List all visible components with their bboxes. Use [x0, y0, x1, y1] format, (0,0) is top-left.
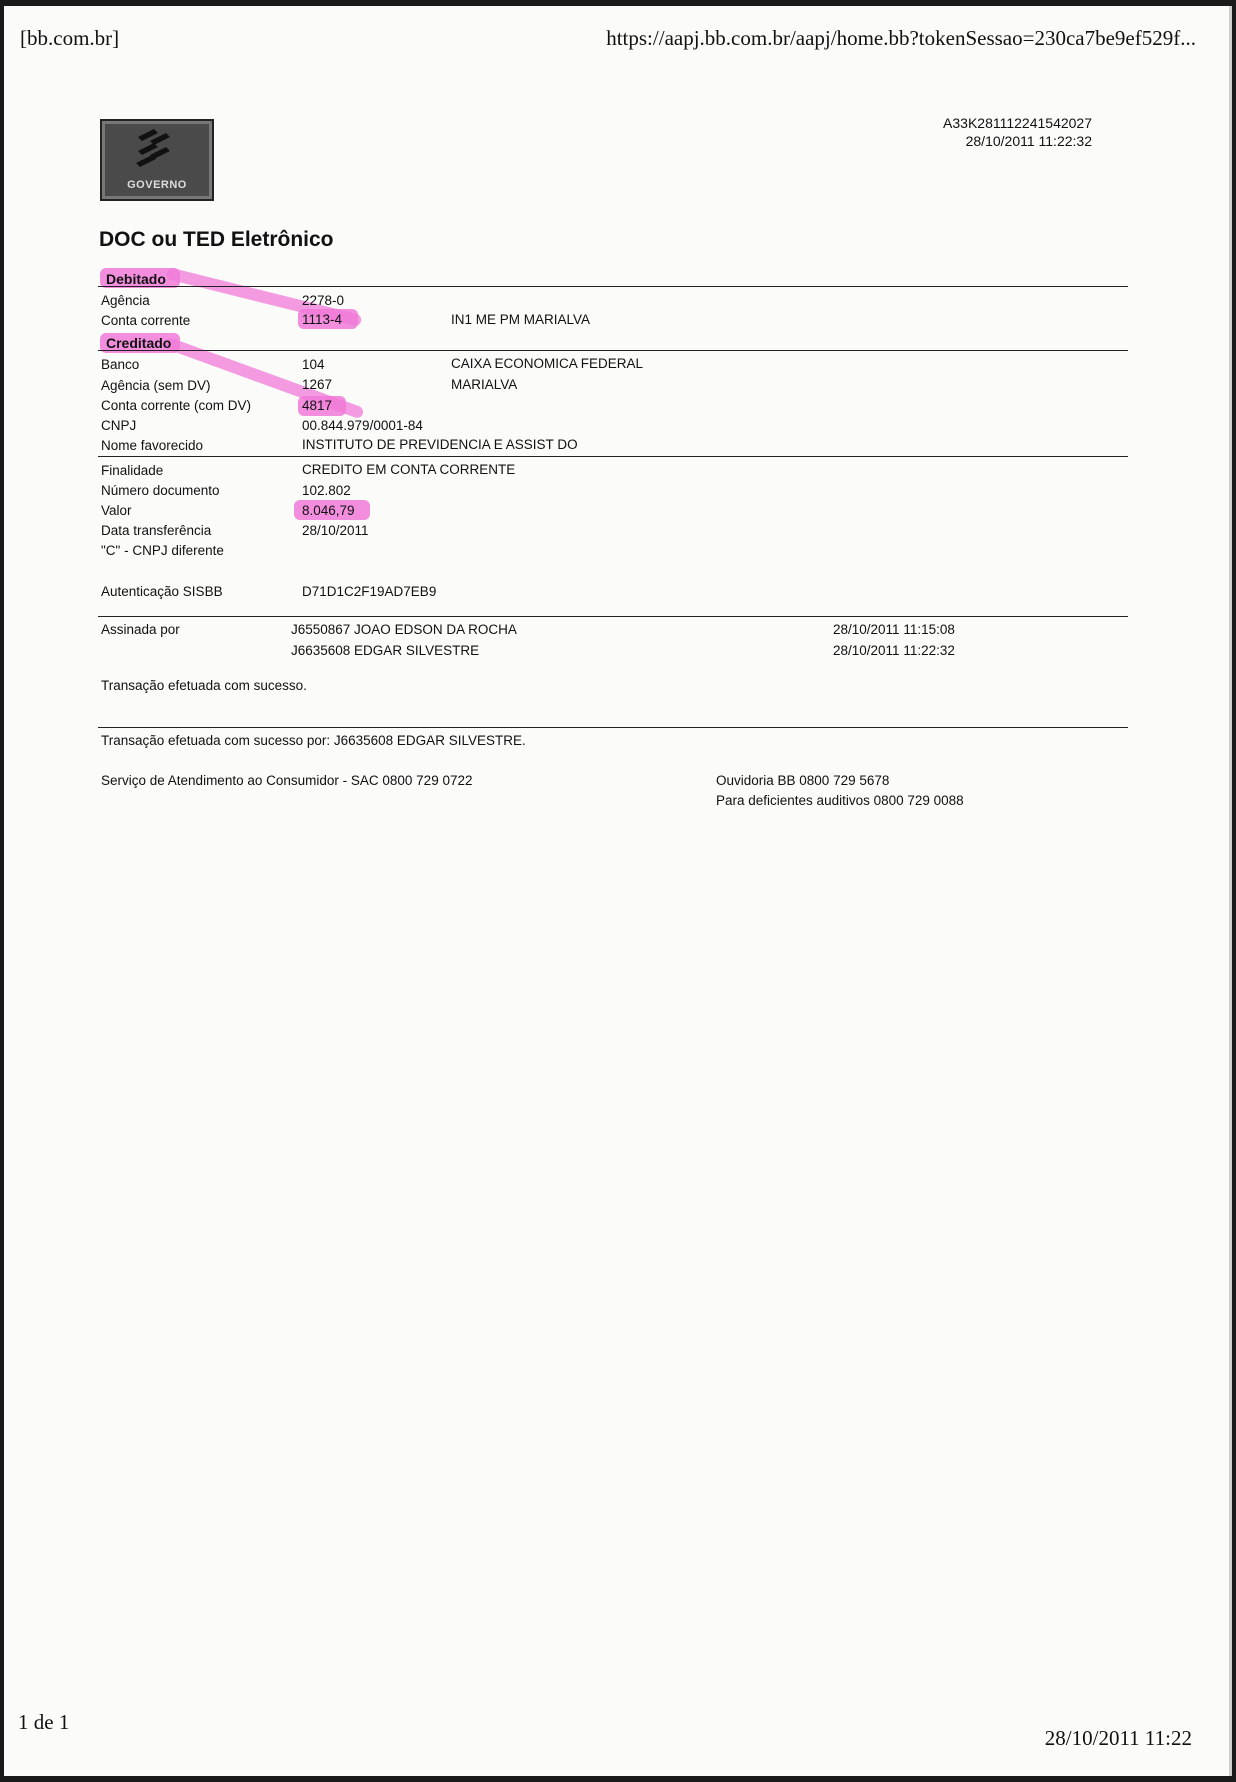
- logo-text: GOVERNO: [127, 179, 187, 191]
- divider: [98, 456, 1128, 457]
- label-agencia-credito: Agência (sem DV): [101, 378, 211, 393]
- divider: [98, 616, 1128, 617]
- label-valor: Valor: [101, 503, 132, 518]
- value-data: 28/10/2011: [302, 523, 369, 538]
- label-conta-credito: Conta corrente (com DV): [101, 398, 252, 413]
- sac-contact: Serviço de Atendimento ao Consumidor - SAC 0800 729 0722: [101, 773, 473, 788]
- label-autenticacao: Autenticação SISBB: [101, 584, 223, 599]
- value-banco: 104: [302, 357, 325, 372]
- label-numero: Número documento: [101, 483, 220, 498]
- section-debitado: Debitado: [106, 271, 166, 287]
- label-favorecido: Nome favorecido: [101, 438, 204, 453]
- value-agencia-name: MARIALVA: [451, 377, 518, 392]
- value-banco-name: CAIXA ECONOMICA FEDERAL: [451, 356, 644, 371]
- divider: [98, 727, 1128, 728]
- section-creditado: Creditado: [106, 335, 172, 351]
- value-agencia: 2278-0: [302, 293, 345, 308]
- label-banco: Banco: [101, 357, 140, 372]
- bb-logo-icon: [132, 129, 176, 167]
- value-conta: 1113-4: [302, 312, 343, 327]
- scanned-page: [4, 6, 1232, 1776]
- status-by-message: Transação efetuada com sucesso por: J6635608 EDGAR SILVESTRE.: [101, 733, 526, 748]
- value-favorecido: INSTITUTO DE PREVIDENCIA E ASSIST DO: [302, 437, 578, 452]
- value-cnpj: 00.844.979/0001-84: [302, 418, 423, 433]
- ouvidoria-contact: Ouvidoria BB 0800 729 5678: [716, 773, 890, 788]
- document-title: DOC ou TED Eletrônico: [99, 228, 334, 251]
- label-assinada: Assinada por: [101, 622, 180, 637]
- signer-1: J6550867 JOAO EDSON DA ROCHA: [291, 622, 517, 637]
- value-finalidade: CREDITO EM CONTA CORRENTE: [302, 462, 516, 477]
- cnpj-note: "C" - CNPJ diferente: [101, 543, 224, 558]
- value-autenticacao: D71D1C2F19AD7EB9: [302, 584, 437, 599]
- signer-2-datetime: 28/10/2011 11:22:32: [833, 643, 955, 658]
- document-code: A33K281112241542027: [943, 115, 1092, 131]
- deficientes-contact: Para deficientes auditivos 0800 729 0088: [716, 793, 964, 808]
- bank-logo: [100, 119, 214, 201]
- page-url[interactable]: https://aapj.bb.com.br/aapj/home.bb?tokenSessao=230ca7be9ef529f...: [606, 26, 1196, 50]
- label-conta: Conta corrente: [101, 313, 191, 328]
- value-numero: 102.802: [302, 483, 351, 498]
- divider: [98, 286, 1128, 287]
- status-message: Transação efetuada com sucesso.: [101, 678, 307, 693]
- value-agencia-credito: 1267: [302, 377, 333, 392]
- label-agencia: Agência: [101, 293, 150, 308]
- value-conta-name: IN1 ME PM MARIALVA: [451, 312, 591, 327]
- document-datetime: 28/10/2011 11:22:32: [965, 133, 1092, 149]
- document-id: [943, 114, 1092, 150]
- value-conta-credito: 4817: [302, 398, 333, 413]
- label-data: Data transferência: [101, 523, 212, 538]
- value-valor: 8.046,79: [302, 503, 355, 518]
- page-count: 1 de 1: [18, 1710, 70, 1734]
- divider: [98, 350, 1128, 351]
- print-datetime: 28/10/2011 11:22: [1044, 1726, 1192, 1750]
- site-label: [bb.com.br]: [20, 26, 120, 50]
- signer-2: J6635608 EDGAR SILVESTRE: [291, 643, 480, 658]
- signer-1-datetime: 28/10/2011 11:15:08: [833, 622, 955, 637]
- label-finalidade: Finalidade: [101, 463, 164, 478]
- label-cnpj: CNPJ: [101, 418, 137, 433]
- scan-edge: [1229, 6, 1232, 1776]
